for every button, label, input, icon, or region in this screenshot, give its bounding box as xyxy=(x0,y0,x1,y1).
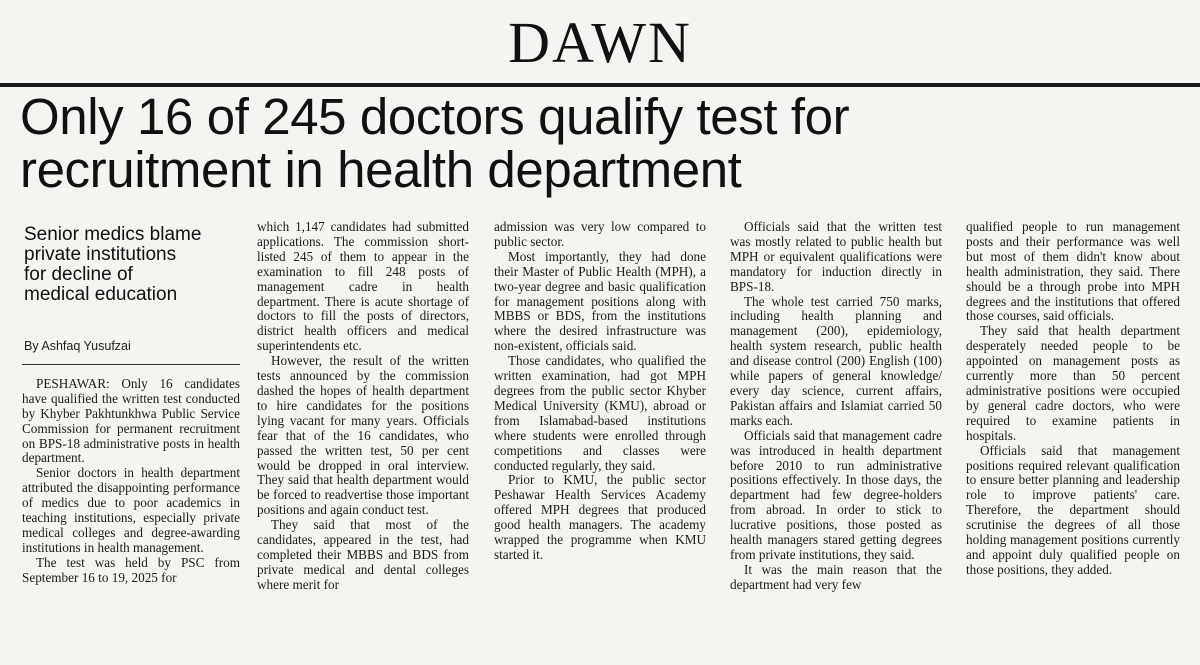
deck-line-3: for decline of xyxy=(24,264,133,285)
deck-line-1: Senior medics blame xyxy=(24,225,202,245)
paragraph: Those candidates, who qualified the written examination, had got MPH degrees from the public sector Khyber Medical University (KMU), abroad or from Islamabad-based institutions where students were enrolled through competitions and classes were conducted regularly, they said. xyxy=(494,353,706,473)
article-column-3 xyxy=(494,220,706,660)
masthead-logo: DAWN xyxy=(508,10,692,75)
paragraph: admission was very low compared to public sector. xyxy=(494,220,706,249)
article-column-2 xyxy=(257,220,469,660)
paragraph: Officials said that management positions required relevant qualification to ensure better planning and leadership role to improve patients' care. Therefore, the department should scrutinise the degrees of all those holding management positions currently and appoint duly qualified people on those positions, they added. xyxy=(966,442,1180,577)
article-column-5 xyxy=(966,220,1180,660)
byline: By Ashfaq Yusufzai xyxy=(24,339,131,353)
paragraph: Officials said that management cadre was introduced in health department before 2010 to run administrative positions effectively. In those days, the department had few degree-holders from abroad. In order to stick to lucrative positions, those posted as health managers stared getting degrees from private institutions, they said. xyxy=(730,427,942,562)
paragraph: It was the main reason that the department had very few xyxy=(730,561,942,592)
byline-rule xyxy=(22,364,240,365)
deck-line-4: medical education xyxy=(24,284,178,305)
article-column-1 xyxy=(22,225,240,665)
paragraph: Prior to KMU, the public sector Peshawar Health Services Academy offered MPH degrees that produced good health managers. The academy wrapped the programme when KMU started it. xyxy=(494,472,706,562)
deck xyxy=(24,225,240,305)
headline-line-1: Only 16 of 245 doctors qualify test for xyxy=(20,88,850,145)
headline-line-2: recruitment in health department xyxy=(20,141,742,198)
paragraph: PESHAWAR: Only 16 candidates have qualified the written test conducted by Khyber Pakhtunkhwa Public Service Commission for permanent recruitment on BPS-18 administrative posts in health department. xyxy=(22,375,240,466)
headline xyxy=(20,90,1190,196)
paragraph: However, the result of the written tests announced by the commission dashed the hopes of health department to hire candidates for the positions lying vacant for many years. Officials fear that of the 16 candidates, who passed the written test, 50 per cent would be dropped in oral interview. They said that health department would be forced to readvertise those important positions and again conduct test. xyxy=(257,353,469,518)
paragraph: Senior doctors in health department attributed the disappointing performance of medics due to poor academics in teaching institutions, especially private medical colleges and degree-awarding institutions in health management. xyxy=(22,465,240,555)
paragraph: The whole test carried 750 marks, including health planning and management (200), epidemiology, health system research, public health and disease control (200) English (100) while papers of general knowledge/ every day science, current affairs, Pakistan affairs and Islamiat carried 50 marks each. xyxy=(730,293,942,428)
paragraph: They said that most of the candidates, appeared in the test, had completed their MBBS and BDS from private medical and dental colleges where merit for xyxy=(257,517,469,592)
paragraph: They said that health department desperately needed people to be appointed on management posts as currently more than 50 percent administrative positions were occupied by general cadre doctors, who were required to examine patients in hospitals. xyxy=(966,323,1180,443)
paragraph: The test was held by PSC from September 16 to 19, 2025 for xyxy=(22,554,240,585)
paragraph: which 1,147 candidates had submitted applications. The commission short-listed 245 of them to appear in the examination to fill 248 posts of management cadre in health department. There is acute shortage of doctors to fill the posts of directors, district health officers and medical superintendents etc. xyxy=(257,220,469,354)
deck-line-2: private institutions xyxy=(24,244,177,265)
masthead-rule xyxy=(0,83,1200,87)
paragraph: Most importantly, they had done their Master of Public Health (MPH), a two-year degree and basic qualification for management positions along with MBBS or BDS, from the institutions where the desired infrastructure was non-existent, officials said. xyxy=(494,248,706,354)
article-column-4 xyxy=(730,220,942,660)
paragraph: qualified people to run management posts and their performance was well but most of them didn't know about health administration, they said. There should be a through probe into MPH degrees and the institutions that offered those courses, said officials. xyxy=(966,220,1180,324)
paragraph: Officials said that the written test was mostly related to public health but MPH or equivalent qualifications were mandatory for induction directly in BPS-18. xyxy=(730,220,942,294)
